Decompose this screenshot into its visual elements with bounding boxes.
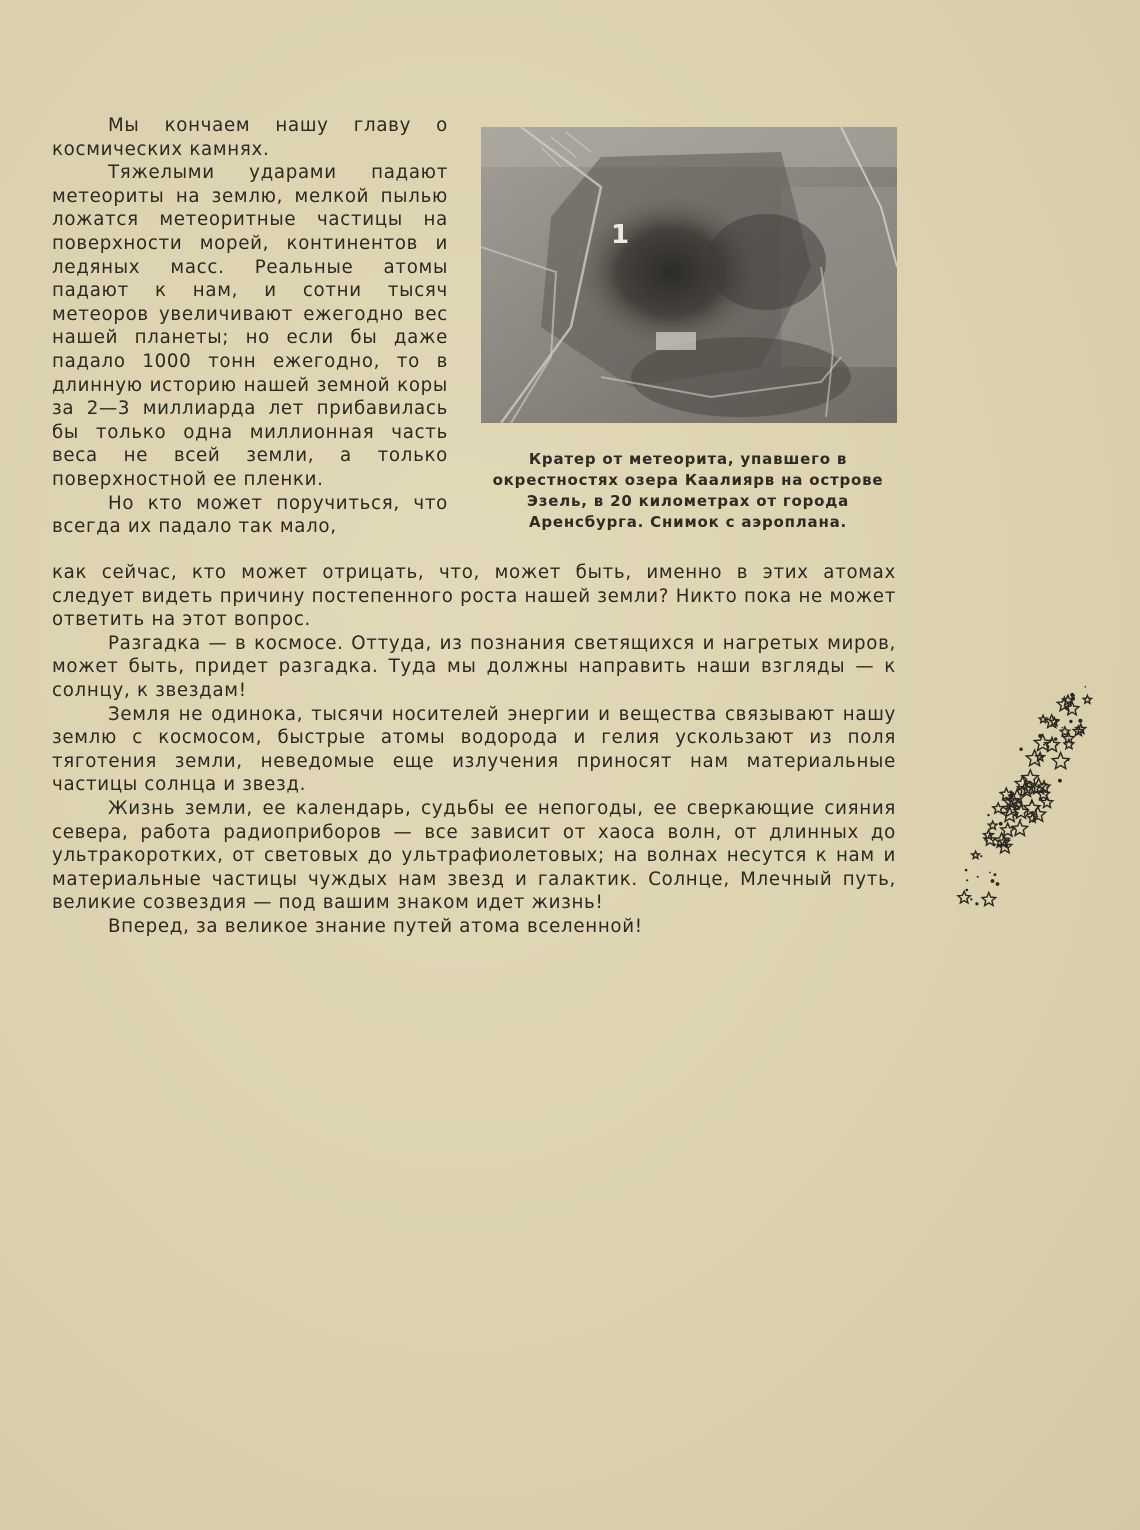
star-icon xyxy=(972,851,980,858)
paragraph-energy: Земля не одинока, тысячи носителей энергии и вещества связывают нашу землю с космосом, быстрые атомы водорода и гелия ускользают из поля тяготения земли, неведомые еще излучения приносят нам материальные частицы солнца и звезд. xyxy=(52,703,896,796)
star-dot-icon xyxy=(1012,793,1015,796)
photo-marker-label: 1 xyxy=(611,220,630,250)
star-icon xyxy=(958,891,970,903)
star-dot-icon xyxy=(991,879,995,883)
star-icon xyxy=(988,821,997,829)
star-dot-icon xyxy=(1010,790,1012,792)
star-dot-icon xyxy=(1069,720,1072,723)
star-icon xyxy=(1012,821,1028,836)
star-dot-icon xyxy=(977,876,979,878)
column-text xyxy=(52,114,448,539)
star-icon-group xyxy=(958,686,1092,906)
star-dot-icon xyxy=(1019,748,1022,751)
star-dot-icon xyxy=(1021,775,1023,777)
star-dot-icon xyxy=(1019,801,1022,804)
star-dot-icon xyxy=(989,872,991,874)
star-icon xyxy=(1030,807,1046,822)
paragraph-closing: Вперед, за великое знание путей атома вселенной! xyxy=(108,915,643,937)
star-dot-icon xyxy=(985,841,987,843)
star-icon xyxy=(1036,752,1045,761)
star-dot-icon xyxy=(993,843,996,846)
star-dot-icon xyxy=(994,873,997,876)
star-dot-icon xyxy=(1071,697,1075,701)
star-dot-icon xyxy=(1073,695,1075,697)
star-dot-icon xyxy=(1056,744,1058,746)
paragraph-life: Жизнь земли, ее календарь, судьбы ее непогоды, ее сверкающие сияния севера, работа радиоприборов — все зависит от хаоса волн, от длинных до ультракоротких, от световых до ультрафиолетовых; на волнах несутся к нам и материальные частицы чуждых нам звезд и галактик. Солнце, Млечный путь, великие созвездия — под вашим знаком идет жизнь! xyxy=(52,797,896,914)
paragraph-question-end: как сейчас, кто может отрицать, что, может быть, именно в этих атомах следует видеть причину постепенного роста нашей земли? Никто пока не может ответить на этот вопрос. xyxy=(52,562,896,631)
paragraph-question-start: Но кто может поручиться, что всегда их падало так мало, xyxy=(52,492,448,538)
crater-photo-image xyxy=(481,127,897,423)
star-dot-icon xyxy=(975,902,978,905)
star-dot-icon xyxy=(1043,744,1045,746)
star-icon xyxy=(1052,753,1069,769)
star-dot-icon xyxy=(966,889,969,892)
star-dot-icon xyxy=(970,898,972,900)
star-dot-icon xyxy=(965,869,968,872)
star-dot-icon xyxy=(1078,719,1082,723)
paragraph-meteorites: Тяжелыми ударами падают метеориты на землю, мелкой пылью ложатся метеоритные частицы на поверхности морей, континентов и ледяных масс. Реальные атомы падают к нам, и сотни тысяч метеоров увеличивают ежегодно вес нашей планеты; но если бы даже падало 1000 тонн ежегодно, то в длинную историю нашей земной коры за 2—3 миллиарда лет прибавилась бы только одна миллионная часть веса не всей земли, а только поверхностной ее пленки. xyxy=(52,162,448,490)
crater-aerial-photo xyxy=(481,127,897,423)
star-icon xyxy=(993,803,1004,813)
star-icon xyxy=(1083,695,1091,703)
star-dot-icon xyxy=(1081,726,1083,728)
star-dot-icon xyxy=(1062,727,1064,729)
stars-ornament xyxy=(936,676,1106,926)
star-dot-icon xyxy=(1054,737,1057,740)
star-dot-icon xyxy=(1020,819,1022,821)
star-dot-icon xyxy=(1067,758,1070,761)
star-dot-icon xyxy=(1038,734,1042,738)
star-dot-icon xyxy=(966,879,968,881)
star-dot-icon xyxy=(1085,686,1087,688)
star-dot-icon xyxy=(1039,797,1043,801)
star-dot-icon xyxy=(1047,787,1049,789)
star-dot-icon xyxy=(980,855,982,857)
star-dot-icon xyxy=(1003,812,1005,814)
photo-caption: Кратер от метеорита, упавшего в окрестностях озера Каалиярв на острове Эзель, в 20 километрах от города Аренсбурга. Снимок с аэроплана. xyxy=(492,450,884,531)
star-dot-icon xyxy=(1007,803,1009,805)
star-icon xyxy=(982,893,996,906)
star-dot-icon xyxy=(996,882,1000,886)
paragraph-intro: Мы кончаем нашу главу о космических камнях. xyxy=(52,115,448,160)
star-dot-icon xyxy=(1058,779,1062,783)
star-dot-icon xyxy=(999,822,1003,826)
star-dot-icon xyxy=(1031,802,1033,804)
full-width-text xyxy=(52,561,896,939)
star-dot-icon xyxy=(987,814,989,816)
paragraph-cosmos: Разгадка — в космосе. Оттуда, из познания светящихся и нагретых миров, может быть, придет разгадка. Туда мы должны направить наши взгляды — к солнцу, к звездам! xyxy=(52,632,896,701)
